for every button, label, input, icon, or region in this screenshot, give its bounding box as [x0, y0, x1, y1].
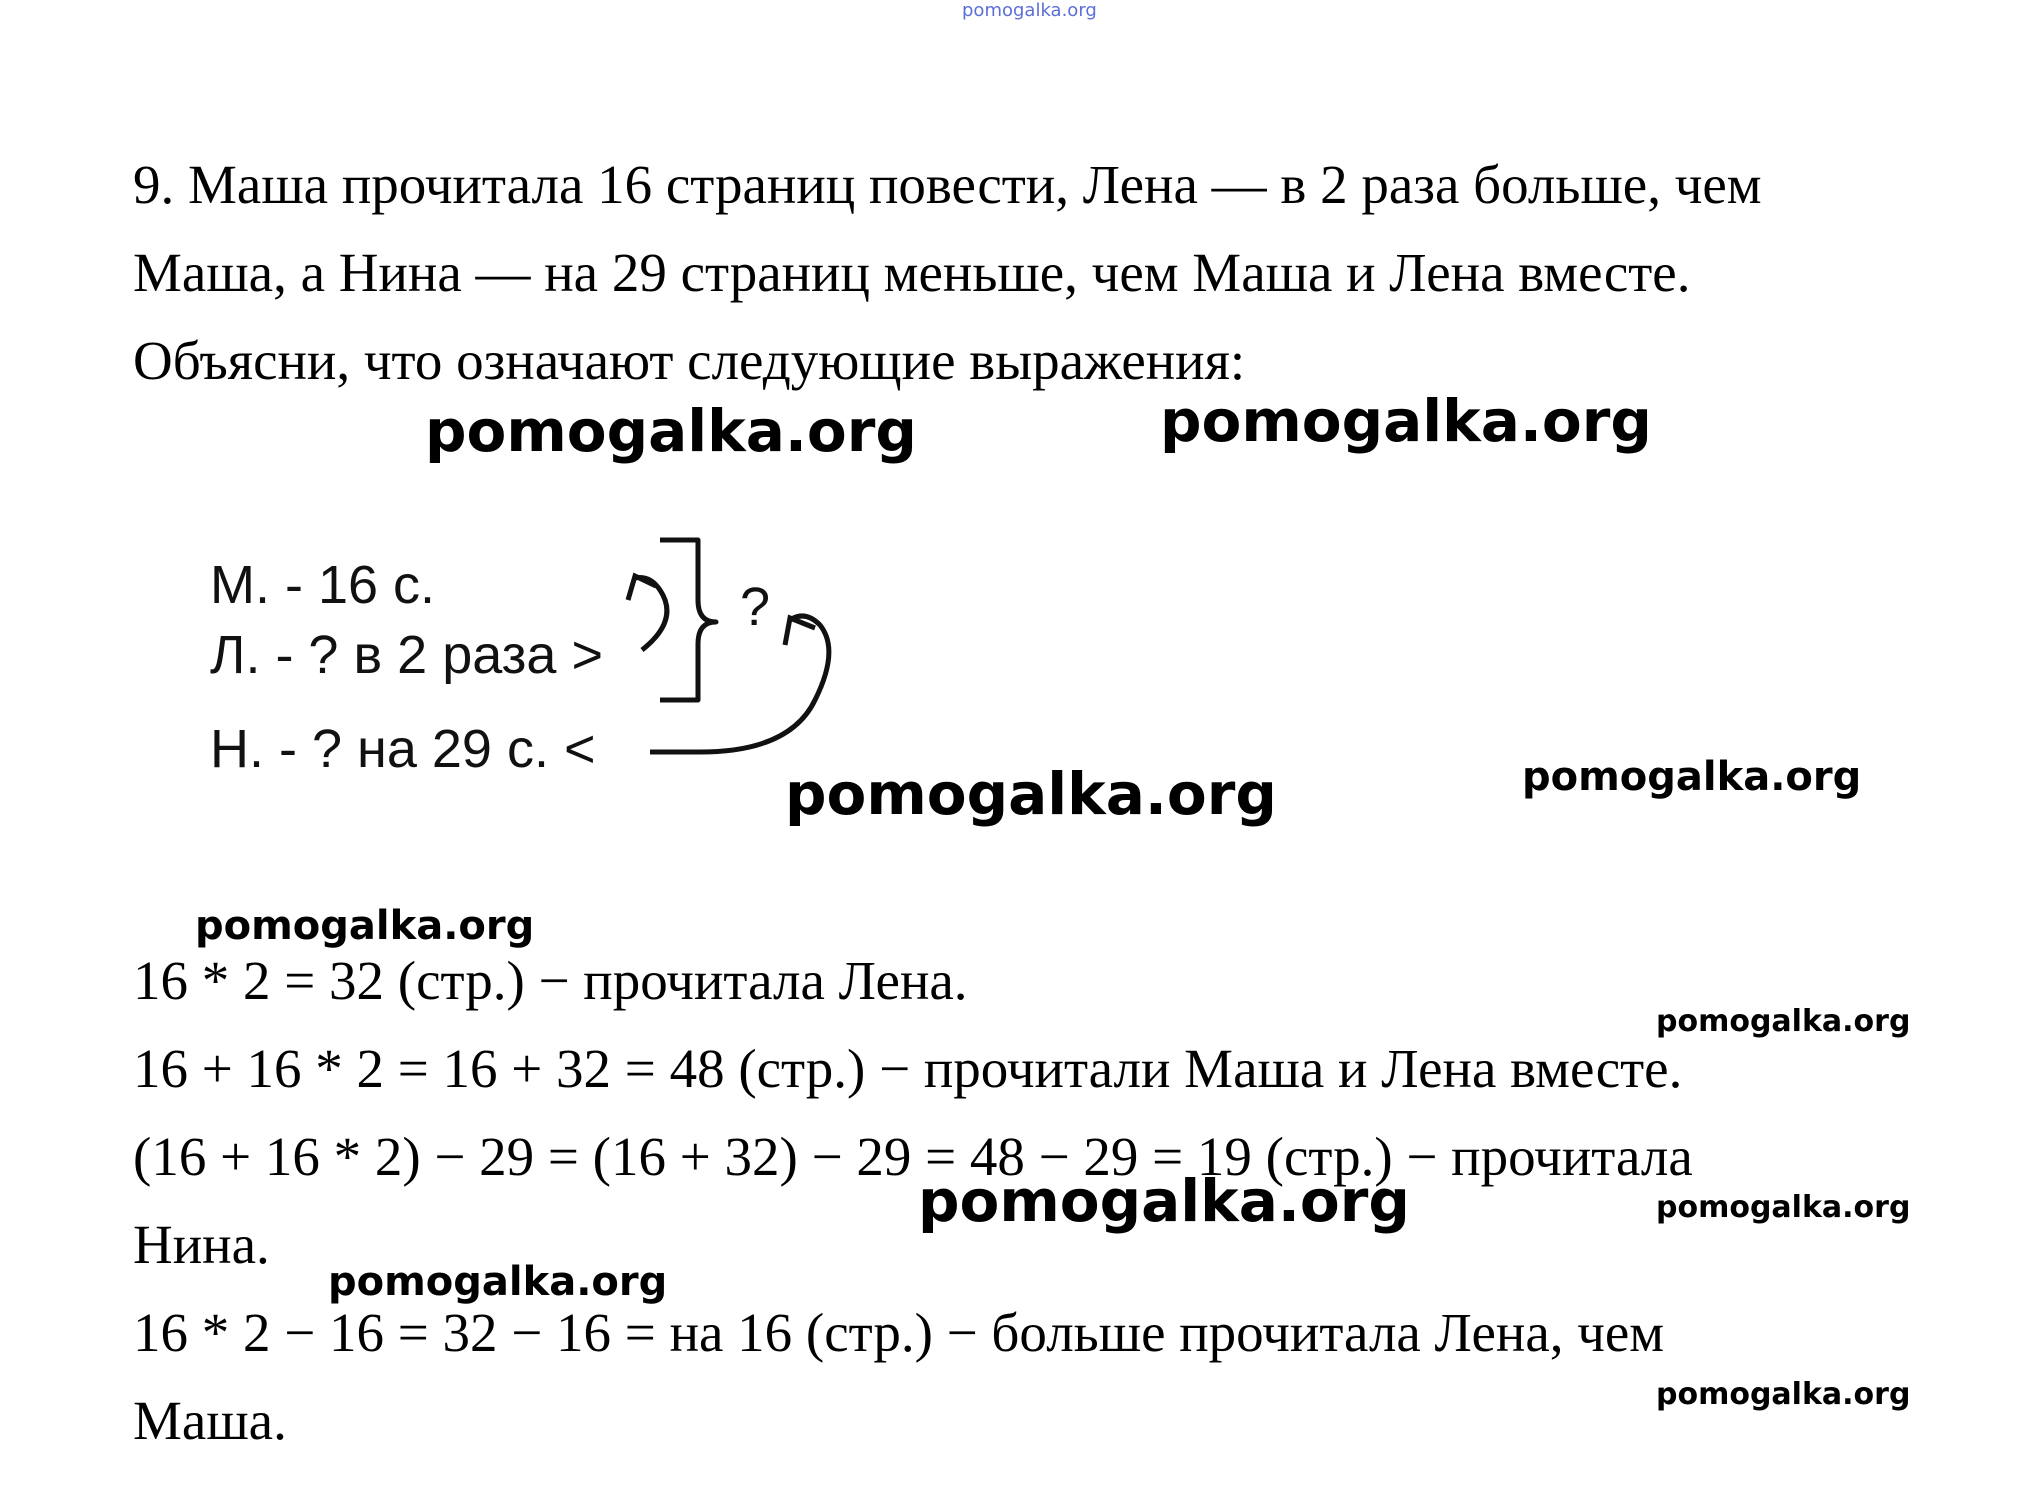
watermark-3: pomogalka.org — [785, 760, 1277, 828]
scheme-row-masha: М. - 16 с. — [210, 555, 436, 615]
solution-line-4: Нина. — [133, 1214, 270, 1275]
watermark-6: pomogalka.org — [1656, 1004, 1911, 1039]
curved-arrow-lena-to-masha-icon — [635, 578, 667, 651]
arrowhead-nina-icon — [785, 618, 815, 645]
solution-line-5: 16 * 2 − 16 = 32 − 16 = на 16 (стр.) − больше прочитала Лена, чем — [133, 1302, 1665, 1363]
scheme-row-nina: Н. - ? на 29 с. < — [210, 719, 596, 779]
solution-line-2: 16 + 16 * 2 = 16 + 32 = 48 (стр.) − прочитали Маша и Лена вместе. — [133, 1038, 1683, 1099]
problem-line-2: Маша, а Нина — на 29 страниц меньше, чем Маша и Лена вместе. — [133, 242, 1691, 303]
watermark-4: pomogalka.org — [1522, 754, 1862, 800]
watermark-8: pomogalka.org — [1656, 1190, 1911, 1225]
watermark-1: pomogalka.org — [425, 397, 917, 465]
watermark-7: pomogalka.org — [918, 1167, 1410, 1235]
problem-line-3: Объясни, что означают следующие выражения: — [133, 330, 1246, 391]
watermark-9: pomogalka.org — [328, 1259, 668, 1305]
watermark-2: pomogalka.org — [1160, 387, 1652, 455]
scheme-question-mark: ? — [740, 577, 771, 637]
solution-line-1: 16 * 2 = 32 (стр.) − прочитала Лена. — [133, 950, 968, 1011]
watermark-top: pomogalka.org — [962, 0, 1097, 21]
arrowhead-lena-icon — [628, 576, 656, 600]
problem-line-1: 9. Маша прочитала 16 страниц повести, Лена — в 2 раза больше, чем — [133, 154, 1762, 215]
solution-line-3: (16 + 16 * 2) − 29 = (16 + 32) − 29 = 48 − 29 = 19 (стр.) − прочитала — [133, 1126, 1693, 1187]
scheme-row-lena: Л. - ? в 2 раза > — [210, 625, 603, 685]
curly-brace-icon — [660, 540, 716, 700]
watermark-10: pomogalka.org — [1656, 1377, 1911, 1412]
watermark-5: pomogalka.org — [195, 903, 535, 949]
solution-line-6: Маша. — [133, 1390, 287, 1451]
